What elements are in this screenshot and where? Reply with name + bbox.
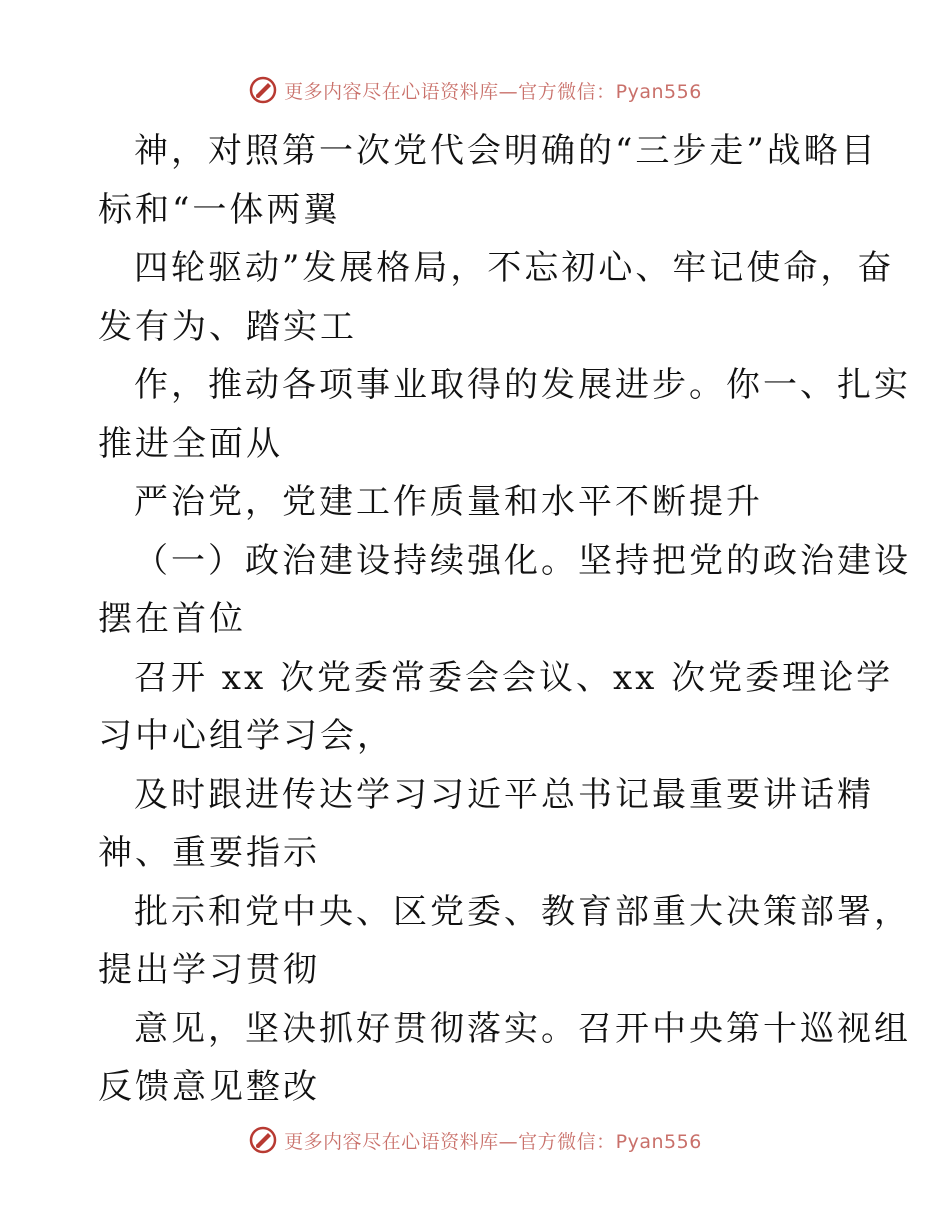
- header-watermark-banner: [0, 70, 950, 110]
- brand-logo-icon: [248, 75, 278, 105]
- body-line: 摆在首位: [98, 599, 246, 639]
- body-line: 发有为、踏实工: [98, 306, 357, 347]
- body-line: 推进全面从: [98, 423, 283, 464]
- body-line: 标和“一体两翼: [98, 189, 341, 230]
- footer-watermark-text: 更多内容尽在心语资料库—官方微信：Pyan556: [284, 1130, 702, 1153]
- body-line: 神，对照第一次党代会明确的“三步走”战略目: [134, 131, 878, 171]
- body-line: 作，推动各项事业取得的发展进步。你一、扎实: [134, 365, 911, 405]
- body-line: 及时跟进传达学习习近平总书记最重要讲话精: [134, 774, 874, 815]
- body-line: 意见，坚决抓好贯彻落实。召开中央第十巡视组: [134, 1008, 911, 1049]
- body-line: 神、重要指示: [98, 833, 320, 873]
- body-line: 四轮驱动”发展格局，不忘初心、牢记使命，奋: [134, 248, 895, 288]
- document-body: [98, 122, 911, 1117]
- section-heading: （一）政治建设持续强化。坚持把党的政治建设: [134, 540, 911, 581]
- body-line: 严治党，党建工作质量和水平不断提升: [134, 482, 763, 522]
- footer-watermark-banner: [0, 1120, 950, 1160]
- body-line: 习中心组学习会，: [98, 716, 394, 756]
- body-line: 提出学习贯彻: [98, 950, 320, 990]
- body-line: 批示和党中央、区党委、教育部重大决策部署，: [134, 891, 911, 932]
- brand-logo-icon: [248, 1125, 278, 1155]
- header-watermark-text: 更多内容尽在心语资料库—官方微信：Pyan556: [284, 80, 702, 103]
- body-line: 召开 xx 次党委常委会会议、xx 次党委理论学: [134, 657, 894, 698]
- body-line: 反馈意见整改: [98, 1067, 320, 1107]
